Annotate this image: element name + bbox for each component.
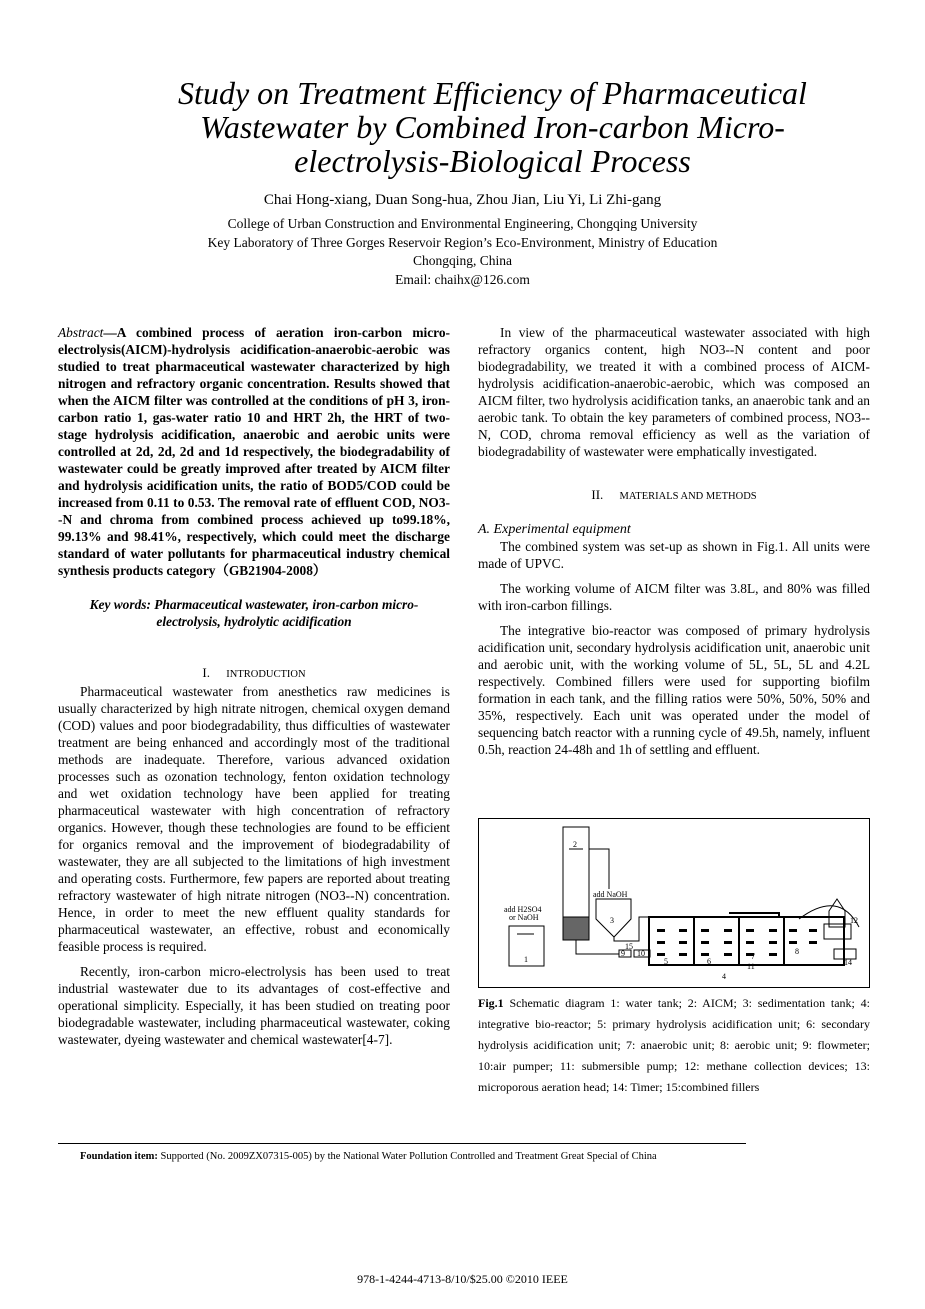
figure-label: 14: [844, 958, 852, 967]
intro-paragraph-1: Pharmaceutical wastewater from anesthetics raw medicines is usually characterized by high nitrate nitrogen, chemical oxygen demand (COD) values and poor biodegradability, thus difficulties of wastewater treatment are being enhanced and accordingly most of the traditional methods are inadequate. Therefore, various advanced oxidation processes such as ozonation technology, fenton oxidation technology and wet oxidation technology have been applied for treating pharmaceutical wastewater with high concentration of refractory organics. However, though these technologies are found to be efficient for organics removal and the improvement of biodegradability of wastewater, they are all subjected to the limitations of high investment and operating costs. Furthermore, few papers are reported about treating refractory wastewater of high nitrate nitrogen (NO3--N) concentration. Hence, in order to meet the new effluent quality standards for pharmaceutical wastewater, an effective, robust and economically feasible process is required.: [58, 684, 450, 954]
figure-label: 7: [751, 952, 755, 961]
caption-label: Fig.1: [478, 996, 504, 1010]
figure-label: 3: [610, 916, 614, 925]
affiliations: [0, 215, 925, 289]
section-heading-methods: [478, 486, 870, 505]
section-number: II.: [591, 487, 604, 502]
figure-label: 15: [625, 942, 633, 951]
figure-label: 11: [747, 962, 755, 971]
intro-paragraph-2: Recently, iron-carbon micro-electrolysis has been used to treat industrial wastewater due to its advantages of cost-effective and operational simplicity. Especially, it has been studied on treating poor biodegradable wastewater, including pharmaceutical wastewater, coking wastewater, dyeing wastewater and chemical wastewater[4-7].: [58, 964, 450, 1047]
caption-text: Schematic diagram 1: water tank; 2: AICM; 3: sedimentation tank; 4: integrative bio-reactor; 5: primary hydrolysis acidification unit; 6: secondary hydrolysis acidification unit; 7: anaerobic unit; 8: aerobic unit; 9: flowmeter; 10:air pumper; 11: submersible pump; 12: methane collection devices; 13: microporous aeration head; 14: Timer; 15:combined fillers: [478, 996, 870, 1094]
right-column: [478, 324, 870, 758]
figure-label: 6: [707, 957, 711, 966]
left-column: [58, 324, 450, 1048]
figure-label: 8: [795, 947, 799, 956]
figure-label: 1: [524, 955, 528, 964]
section-title: INTRODUCTION: [226, 669, 306, 680]
authors: Chai Hong-xiang, Duan Song-hua, Zhou Jian, Liu Yi, Li Zhi-gang: [263, 192, 662, 208]
methods-paragraph-3: The integrative bio-reactor was composed of primary hydrolysis acidification unit, secondary hydrolysis acidification unit, anaerobic unit and aerobic unit, with the working volume of 5L, 5L, 5L and 4.2L respectively. Combined fillers were used for supporting biofilm formation in each tank, and the filling ratios were 50%, 50%, 50% and 35%, respectively. Each unit was operated under the model of sequencing batch reactor with a running cycle of 49.5h, namely, influent 0.5h, reaction 24-48h and 1h of settling and effluent.: [478, 623, 870, 757]
affiliation-line: Key Laboratory of Three Gorges Reservoir Region’s Eco-Environment, Ministry of Education: [207, 234, 718, 250]
methods-paragraph-1: The combined system was set-up as shown in Fig.1. All units were made of UPVC.: [478, 539, 870, 571]
title-line: Wastewater by Combined Iron-carbon Micro-: [200, 109, 785, 145]
section-title: MATERIALS AND METHODS: [619, 491, 757, 502]
figure-label: 5: [664, 957, 668, 966]
page-footer: 978-1-4244-4713-8/10/$25.00 ©2010 IEEE: [357, 1272, 568, 1286]
figure-caption: [478, 993, 870, 1098]
affiliation-line: College of Urban Construction and Environmental Engineering, Chongqing University: [227, 216, 698, 231]
abstract: [58, 324, 450, 579]
figure-label: 9: [621, 949, 625, 958]
keywords: Key words: Pharmaceutical wastewater, iron-carbon micro-electrolysis, hydrolytic acidification: [89, 597, 419, 629]
figure-label: or NaOH: [509, 913, 539, 922]
foundation-label: Foundation item:: [80, 1151, 158, 1162]
iron-carbon-fillings: [563, 917, 589, 940]
abstract-text: —A combined process of aeration iron-carbon micro-electrolysis(AICM)-hydrolysis acidification-anaerobic-aerobic was studied to treat pharmaceutical wastewater characterized by high nitrogen and refractory organic concentration. Results showed that when the AICM filter was controlled at the conditions of pH 3, iron-carbon ratio 1, gas-water ratio 10 and HRT 2h, the HRT of two-stage hydrolysis acidification, anaerobic and aerobic units were controlled at 2d, 2d, 2d and 1d respectively, the biodegradability of wastewater could be greatly improved after treated by AICM filter and hydrolysis acidification units, the ratio of BOD5/COD could be increased from 0.11 to 0.53. The removal rate of effluent COD, NO3--N and chroma from combined process achieved up to99.18%, 99.13% and 98.41%, respectively, which could meet the discharge standard of water pollutants for pharmaceutical industry chemical synthesis products category（GB21904-2008）: [58, 325, 450, 578]
figure-1-schematic: [478, 818, 870, 988]
section-heading-introduction: [58, 664, 450, 683]
abstract-label: Abstract: [58, 325, 104, 340]
subsection-heading: A. Experimental equipment: [478, 522, 631, 537]
figure-label: add H2SO4: [504, 905, 542, 914]
figure-label: 10: [637, 949, 645, 958]
foundation-note: [80, 1151, 657, 1162]
affiliation-line: Chongqing, China: [412, 253, 512, 268]
figure-label: add NaOH: [593, 890, 628, 899]
email: Email: chaihx@126.com: [395, 271, 530, 287]
foundation-text: Supported (No. 2009ZX07315-005) by the National Water Pollution Controlled and Treatment Great Special of China: [157, 1151, 657, 1162]
figure-label: 4: [722, 972, 726, 981]
figure-label: 12: [850, 916, 858, 925]
figure-label: 2: [573, 840, 577, 849]
paper-title: [60, 76, 925, 178]
section-number: I.: [202, 665, 210, 680]
methods-paragraph-2: The working volume of AICM filter was 3.8L, and 80% was filled with iron-carbon fillings.: [478, 581, 870, 613]
title-line: electrolysis-Biological Process: [294, 143, 691, 179]
title-line: Study on Treatment Efficiency of Pharmaceutical: [178, 75, 807, 111]
right-paragraph-1: In view of the pharmaceutical wastewater associated with high refractory organics content, high NO3--N content and poor biodegradability, we treated it with a combined process of AICM-hydrolysis acidification-anaerobic-aerobic, which was composed an AICM filter, two hydrolysis acidification tanks, an anaerobic tank and an aerobic tank. To obtain the key parameters of combined process, NO3--N, COD, chroma removal efficiency as well as the variation of biodegradability of wastewater were emphatically investigated.: [478, 325, 870, 459]
footnote-divider: [58, 1143, 746, 1144]
